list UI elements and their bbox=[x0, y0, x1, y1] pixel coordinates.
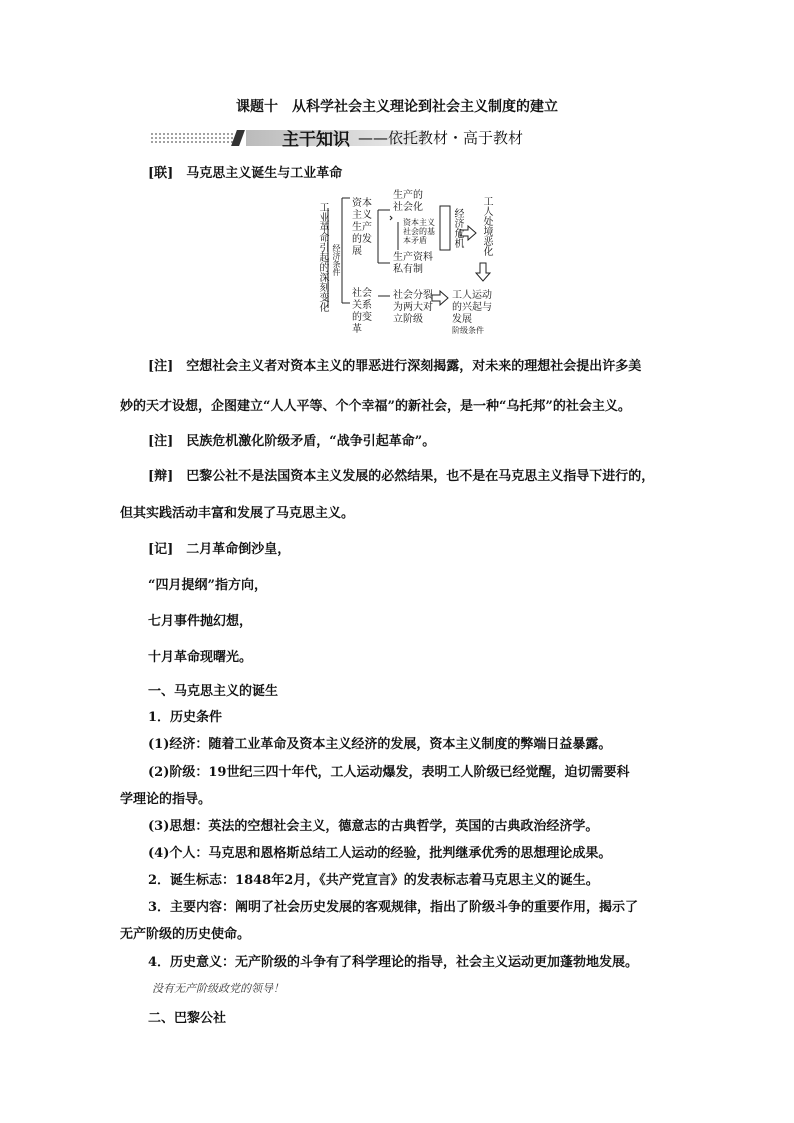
text-line: 二、巴黎公社 bbox=[148, 1011, 227, 1026]
text-line: [注] 空想社会主义者对资本主义的罪恶进行深刻揭露，对未来的理想社会提出许多美 bbox=[148, 359, 642, 374]
handwritten-note: 没有无产阶级政党的领导！ bbox=[152, 982, 284, 995]
text-line: 学理论的指导。 bbox=[120, 792, 212, 807]
diagram-worker-movement: 工人运动 的兴起与 发展 阶级条件 bbox=[452, 290, 492, 335]
banner-main: 主干知识 bbox=[282, 130, 350, 150]
text-line: 一、马克思主义的诞生 bbox=[148, 684, 279, 699]
text-line: (3)思想：英法的空想社会主义，德意志的古典哲学，英国的古典政治经济学。 bbox=[148, 819, 599, 834]
text-line: “四月提纲”指方向， bbox=[148, 578, 267, 593]
diagram-private-prop: 生产资料 私有制 bbox=[393, 252, 433, 275]
crisis-box bbox=[440, 206, 450, 250]
diagram-econ-crisis: 经济危机 bbox=[452, 208, 463, 248]
text-line: (4)个人：马克思和恩格斯总结工人运动的经验，批判继承优秀的思想理论成果。 bbox=[148, 846, 612, 861]
text-line: [记] 二月革命倒沙皇， bbox=[148, 542, 291, 557]
diagram-left: 工业革命引起的深刻变化 bbox=[317, 202, 328, 312]
diagram-cap-dev: 资本 主义 生产 的发 展 bbox=[352, 198, 372, 257]
arrow-down bbox=[476, 263, 490, 281]
diagram-econ-cond: 经济条件 bbox=[332, 244, 341, 276]
text-line: [注] 民族危机激化阶级矛盾，“战争引起革命”。 bbox=[148, 434, 436, 449]
diagram-basic-contradiction: 资本主义 社会的基 本矛盾 bbox=[403, 218, 435, 245]
text-line: 3．主要内容：阐明了社会历史发展的客观规律，指出了阶级斗争的重要作用，揭示了 bbox=[148, 900, 639, 915]
lian-heading: [联] 马克思主义诞生与工业革命 bbox=[148, 166, 343, 181]
page-title: 课题十 从科学社会主义理论到社会主义制度的建立 bbox=[236, 99, 558, 115]
arrow-right-2 bbox=[432, 291, 448, 305]
marxism-diagram bbox=[310, 188, 510, 348]
text-line: [辩] 巴黎公社不是法国资本主义发展的必然结果，也不是在马克思主义指导下进行的， bbox=[148, 469, 655, 484]
text-line: 妙的天才设想，企图建立“人人平等、个个幸福”的新社会，是一种“乌托邦”的社会主义。 bbox=[120, 399, 631, 414]
banner-sub: ——依托教材・高于教材 bbox=[358, 129, 524, 147]
section-banner bbox=[150, 127, 650, 149]
diagram-social-prod: 生产的 社会化 bbox=[393, 190, 423, 213]
text-line: 2．诞生标志：1848年2月，《共产党宣言》的发表标志着马克思主义的诞生。 bbox=[148, 873, 599, 888]
diagram-worker-worse: 工人处境恶化 bbox=[481, 196, 492, 256]
diagram-class-split: 社会分裂 为两大对 立阶级 bbox=[393, 290, 433, 325]
diagram-social-change: 社会 关系 的变 革 bbox=[352, 288, 372, 335]
text-line: 无产阶级的历史使命。 bbox=[120, 927, 251, 942]
banner-dots bbox=[150, 132, 234, 144]
text-line: 七月事件抛幻想， bbox=[148, 614, 253, 629]
text-line: (2)阶级：19世纪三四十年代，工人运动爆发，表明工人阶级已经觉醒，迫切需要科 bbox=[148, 765, 630, 780]
text-line: (1)经济：随着工业革命及资本主义经济的发展，资本主义制度的弊端日益暴露。 bbox=[148, 737, 612, 752]
text-line: 十月革命现曙光。 bbox=[148, 650, 253, 665]
text-line: 但其实践活动丰富和发展了马克思主义。 bbox=[120, 506, 355, 521]
text-line: 1．历史条件 bbox=[148, 710, 223, 725]
text-line: 4．历史意义：无产阶级的斗争有了科学理论的指导，社会主义运动更加蓬勃地发展。 bbox=[148, 955, 639, 970]
